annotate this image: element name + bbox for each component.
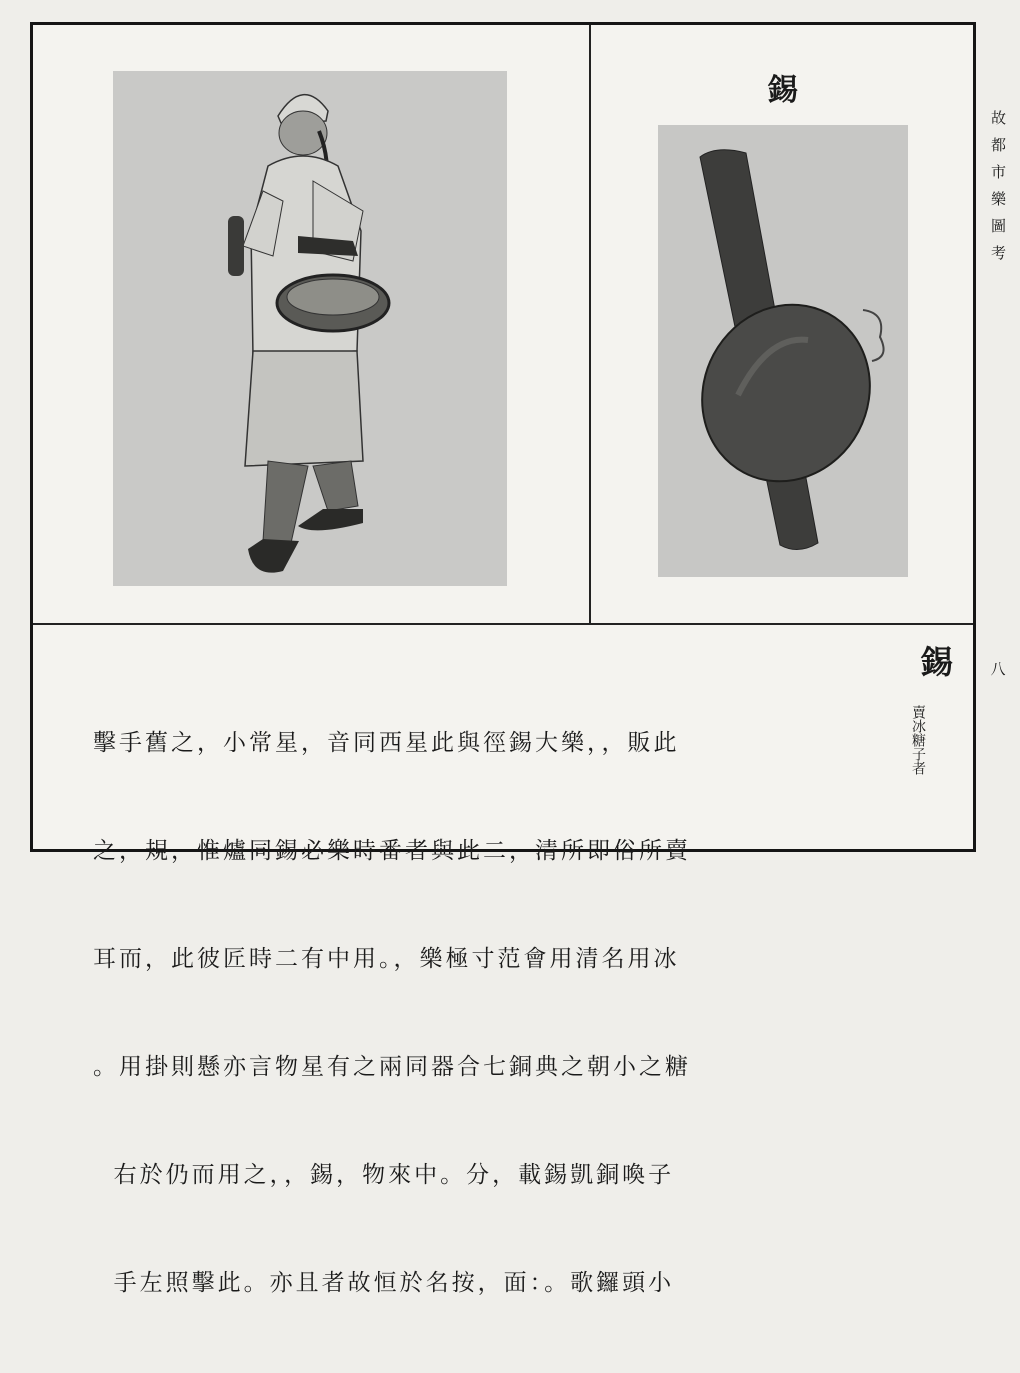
plate-title: 錫 [768, 73, 798, 108]
body-line: 右於仍而用之，，錫，物來中。分，載錫凱銅喚子 [93, 1162, 675, 1188]
body-text [93, 653, 893, 1373]
vendor-illustration [113, 71, 507, 586]
instrument-illustration [658, 125, 908, 577]
body-line: 耳而，此彼匠時二有中用。，樂極寸范會用清名用冰 [93, 946, 680, 972]
side-title: 故都市樂圖考 [989, 110, 1007, 272]
body-line: 之，規，惟爐同錫必樂時番者與此二，清所即俗所賣 [93, 838, 691, 864]
page-number: 八 [990, 660, 1006, 678]
body-line: 手左照擊此。亦且者故恒於名按，面：。歌鑼頭小 [93, 1270, 675, 1296]
horizontal-divider [33, 623, 973, 625]
body-line: 擊手舊之，小常星，音同西星此與徑錫大樂，，販此 [93, 730, 680, 756]
body-line: 。用掛則懸亦言物星有之兩同器合七銅典之朝小之糖 [93, 1054, 691, 1080]
subtitle: 賣冰糖子者 [910, 705, 926, 775]
text-title: 錫 [921, 643, 954, 681]
page-frame [30, 22, 976, 1296]
vertical-divider [589, 25, 591, 623]
